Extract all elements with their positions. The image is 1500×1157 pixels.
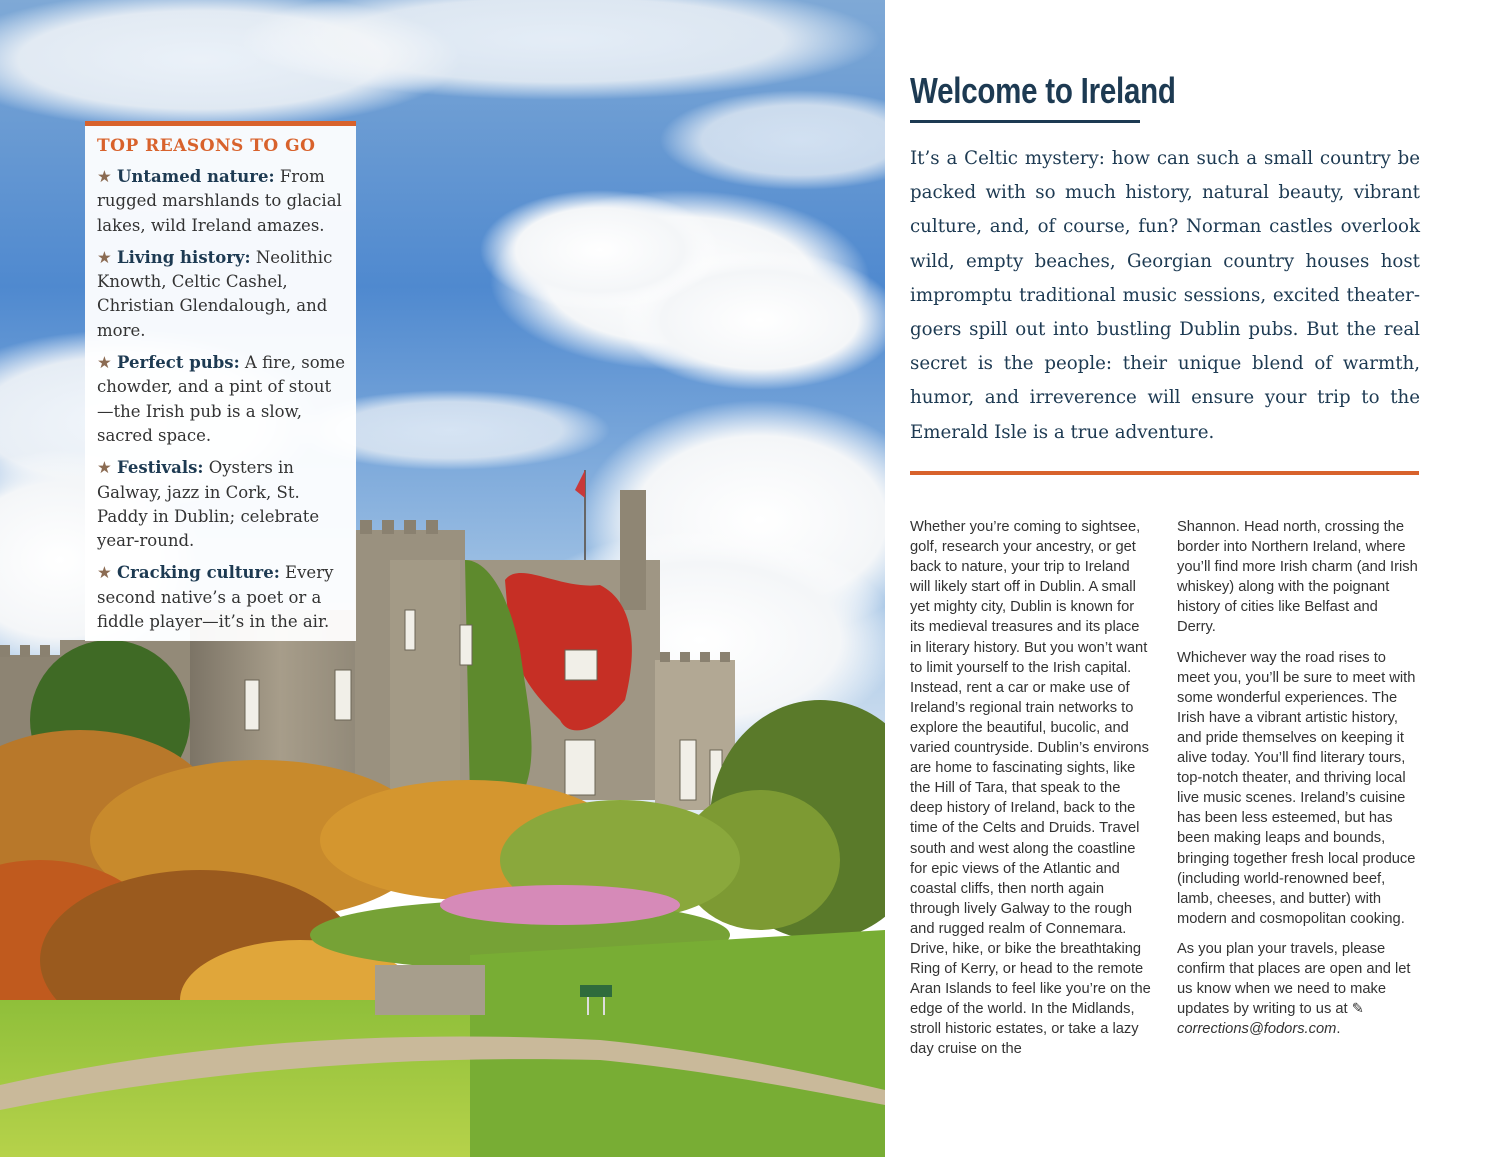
page-title: Welcome to Ireland: [910, 70, 1176, 111]
star-icon: ★: [97, 563, 112, 583]
reason-item: [97, 246, 346, 343]
email-icon: ✎: [1351, 1001, 1365, 1018]
section-divider: [910, 471, 1419, 475]
email-link[interactable]: corrections@fodors.com: [1177, 1021, 1337, 1038]
reason-text: Neolithic Knowth, Celtic Cashel, Christian Glendalough, and more.: [97, 247, 333, 340]
reason-label: Perfect pubs:: [117, 353, 240, 373]
top-reasons-sidebar: [85, 121, 356, 641]
star-icon: ★: [97, 458, 112, 478]
reason-text: From rugged marshlands to glacial lakes, wild Ireland amazes.: [97, 167, 342, 235]
body-paragraph: [1177, 939, 1419, 1039]
intro-paragraph: It’s a Celtic mystery: how can such a small country be packed with so much history, natural beauty, vibrant culture, and, of course, fun? Norman castles overlook wild, empty beaches, Georgian country houses host impromptu traditional music sessions, excited theater-goers spill out into bustling Dublin pubs. But the real secret is the people: their unique blend of warmth, humor, and irreverence will ensure your trip to the Emerald Isle is a true adventure.: [910, 148, 1420, 443]
title-underline: [910, 120, 1140, 123]
star-icon: ★: [97, 167, 112, 186]
reason-text: A fire, some chowder, and a pint of stout—the Irish pub is a slow, sacred space.: [97, 353, 346, 445]
contact-text: As you plan your travels, please confirm that places are open and let us know when we need to make updates by writing to us at: [1177, 940, 1411, 1018]
reason-item: [97, 561, 346, 634]
reason-label: Cracking culture:: [117, 563, 280, 583]
reason-item: [97, 351, 346, 448]
reason-item: [97, 456, 346, 553]
body-paragraph: Shannon. Head north, crossing the border into Northern Ireland, where you’ll find more Irish charm (and Irish whiskey) along with the poignant history of cities like Belfast and Derry.: [1177, 519, 1418, 636]
body-paragraph: Whether you’re coming to sightsee, golf, research your ancestry, or get back to nature, your trip to Ireland will likely start off in Dublin. A small yet mighty city, Dublin is known for its medieval treasures and its place in literary history. But you won’t want to limit yourself to the Irish capital. Instead, rent a car or make use of Ireland’s regional train networks to explore the beautiful, bucolic, and varied countryside. Dublin’s environs are home to fascinating sights, like the Hill of Tara, that speak to the deep history of Ireland, back to the time of the Celts and Druids. Travel south and west along the coastline for epic views of the Atlantic and coastal cliffs, then north again through lively Galway to the rough and rugged realm of Connemara. Drive, hike, or bike the breathtaking Ring of Kerry, or head to the remote Aran Islands to feel like you’re on the edge of the world. In the Midlands, stroll historic estates, or take a lazy day cruise on the: [910, 519, 1151, 1058]
reason-label: Festivals:: [117, 458, 204, 478]
reason-text: Every second native’s a poet or a fiddle player—it’s in the air.: [97, 563, 334, 632]
body-paragraph: Whichever way the road rises to meet you, you’ll be sure to meet with some wonderful experiences. The Irish have a vibrant artistic history, and pride themselves on keeping it alive today. You’ll find literary tours, top-notch theater, and thriving local live music scenes. Ireland’s cuisine has been less esteemed, but has been making leaps and bounds, bringing together fresh local produce (including world-renowned beef, lamb, cheeses, and butter) with modern and cosmopolitan cooking.: [1177, 649, 1416, 927]
star-icon: ★: [97, 353, 112, 373]
reason-item: [97, 165, 346, 238]
reason-label: Untamed nature:: [117, 167, 275, 186]
reason-label: Living history:: [117, 247, 251, 267]
email-period: .: [1336, 1021, 1341, 1038]
reason-text: Oysters in Galway, jazz in Cork, St. Paddy in Dublin; celebrate year-round.: [97, 458, 320, 551]
star-icon: ★: [97, 247, 112, 267]
body-column-left: [910, 517, 1152, 1070]
body-column-right: [1177, 517, 1419, 1049]
sidebar-title: TOP REASONS TO GO: [97, 136, 316, 156]
